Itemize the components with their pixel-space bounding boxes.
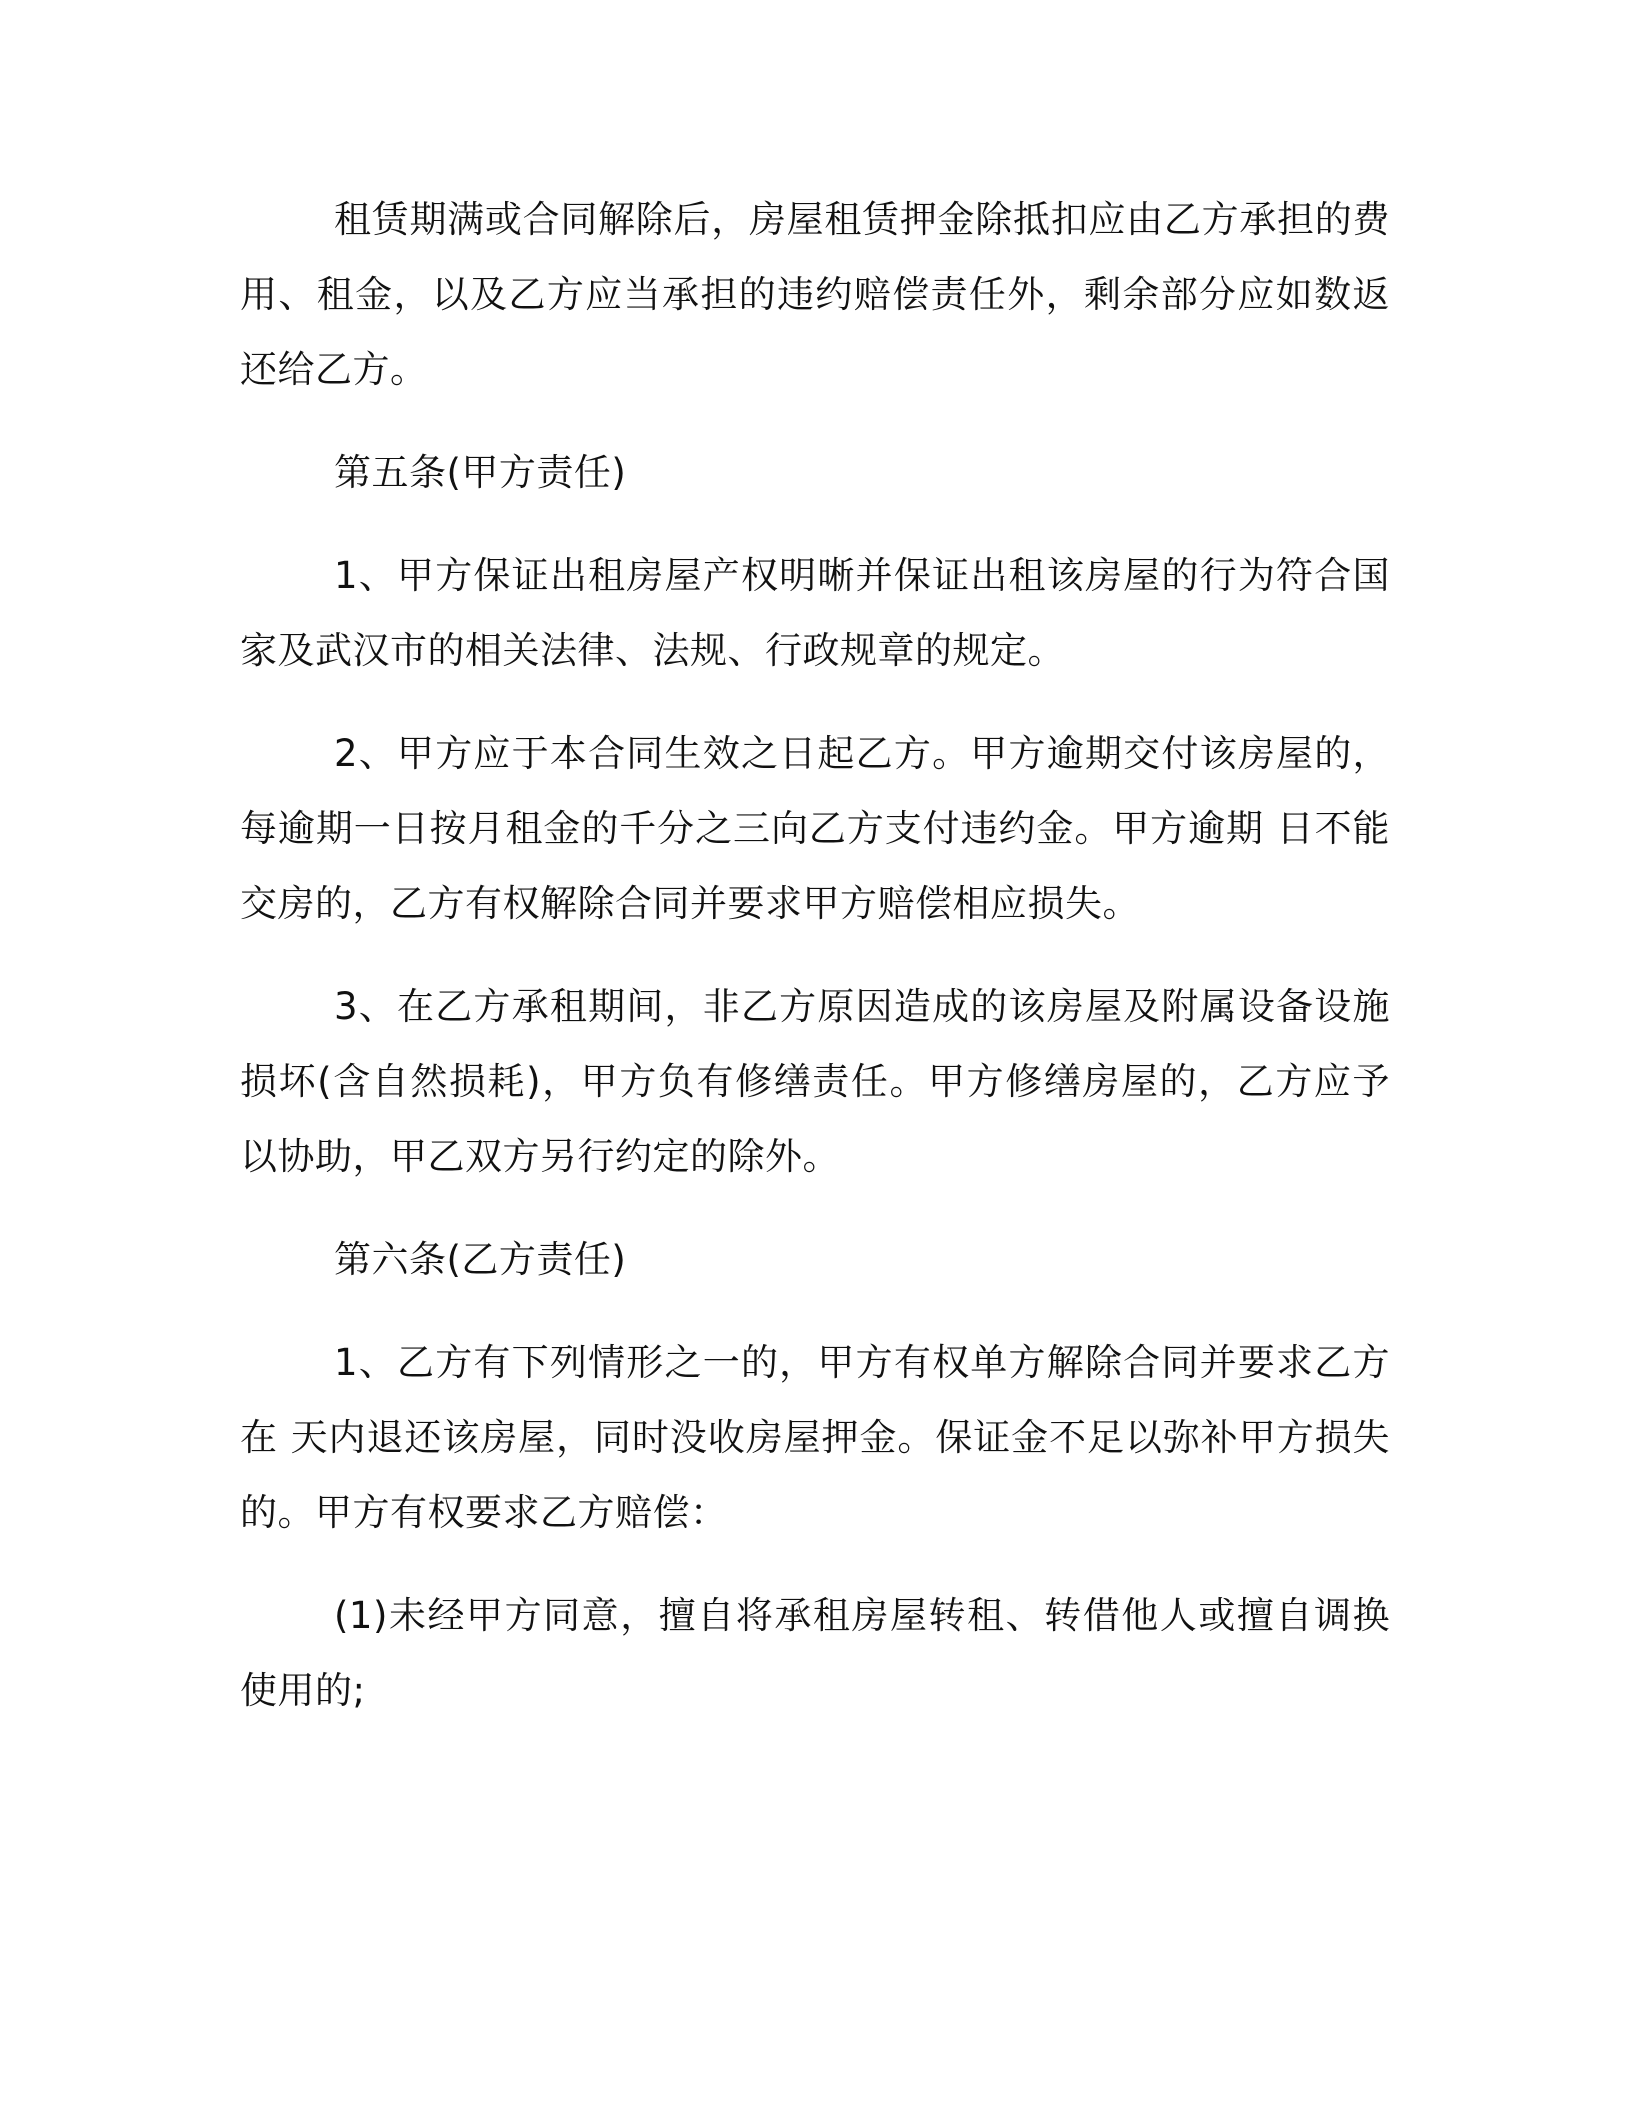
paragraph-spacer: [240, 510, 1390, 538]
paragraph-spacer: [240, 688, 1390, 716]
heading-article-6: 第六条(乙方责任): [334, 1238, 627, 1281]
paragraph-spacer: [240, 941, 1390, 969]
paragraph-party-b-item-1: (1)未经甲方同意，擅自将承租房屋转租、转借他人或擅自调换使用的;: [240, 1594, 1390, 1712]
document-page: [240, 182, 1390, 1728]
paragraph-spacer: [240, 1550, 1390, 1578]
paragraph-spacer: [240, 407, 1390, 435]
paragraph-deposit-refund: 租赁期满或合同解除后，房屋租赁押金除抵扣应由乙方承担的费用、租金，以及乙方应当承担的违约赔偿责任外，剩余部分应如数返还给乙方。: [240, 198, 1390, 391]
paragraph-party-b-clause-1: 1、乙方有下列情形之一的，甲方有权单方解除合同并要求乙方在 天内退还该房屋，同时没收房屋押金。保证金不足以弥补甲方损失的。甲方有权要求乙方赔偿：: [240, 1341, 1390, 1534]
paragraph-spacer: [240, 1194, 1390, 1222]
heading-article-5: 第五条(甲方责任): [334, 451, 627, 494]
paragraph-party-a-clause-2: 2、甲方应于本合同生效之日起乙方。甲方逾期交付该房屋的，每逾期一日按月租金的千分之三向乙方支付违约金。甲方逾期 日不能交房的，乙方有权解除合同并要求甲方赔偿相应损失。: [240, 732, 1390, 925]
paragraph-party-a-clause-3: 3、在乙方承租期间，非乙方原因造成的该房屋及附属设备设施损坏(含自然损耗)，甲方负有修缮责任。甲方修缮房屋的，乙方应予以协助，甲乙双方另行约定的除外。: [240, 985, 1390, 1178]
paragraph-party-a-clause-1: 1、甲方保证出租房屋产权明晰并保证出租该房屋的行为符合国家及武汉市的相关法律、法规、行政规章的规定。: [240, 554, 1390, 672]
paragraph-spacer: [240, 1297, 1390, 1325]
